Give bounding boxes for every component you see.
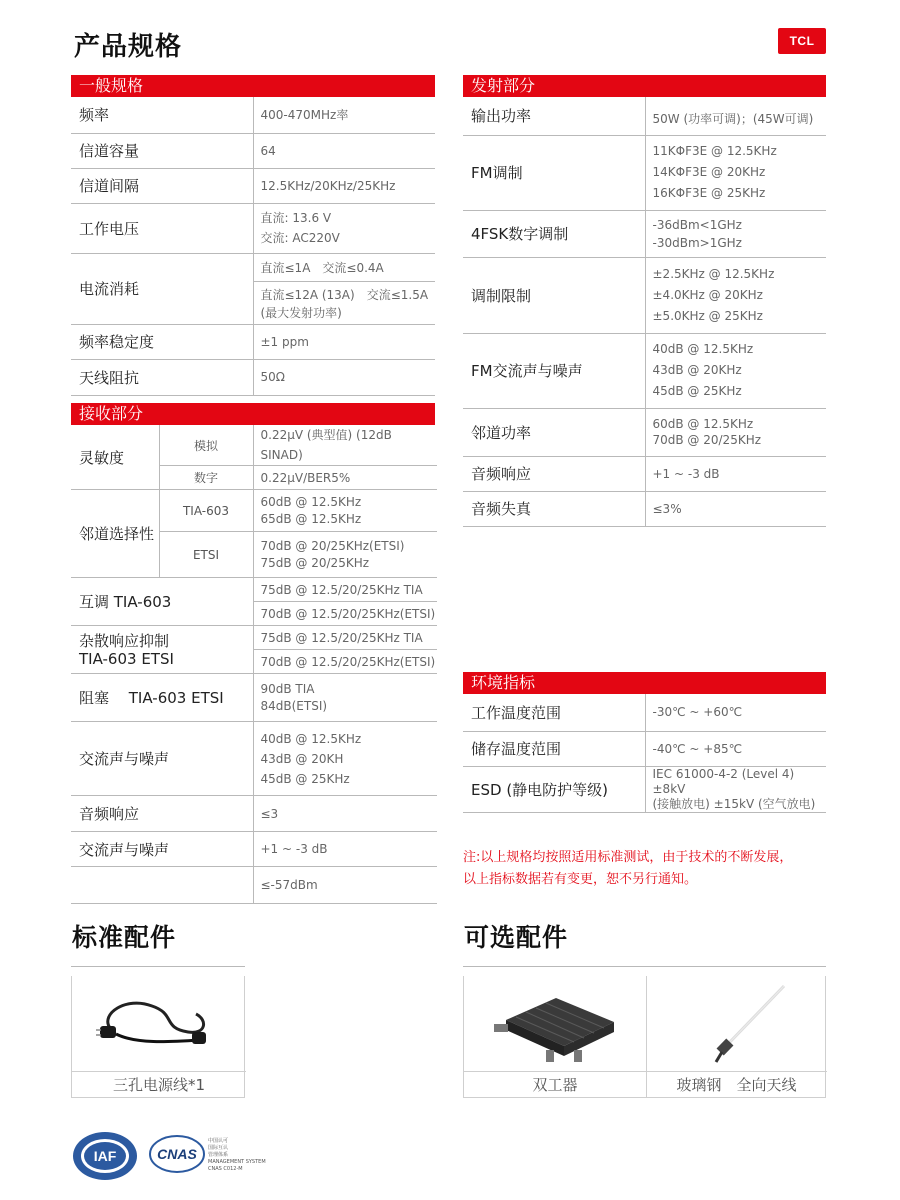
table-row [71,203,435,253]
accessory-card [463,976,826,1098]
table-row [463,456,826,491]
spec-label: FM调制 [463,135,645,210]
spec-value [645,257,826,333]
table-row [71,722,437,796]
table-row [71,867,437,904]
table-row [463,210,826,257]
transmit-spec-table [463,97,826,527]
cnas-line: 国际互认 [208,1145,229,1151]
spec-label: 邻道选择性 [71,490,159,578]
table-row [71,425,437,466]
section-header-receive: 接收部分 [71,403,435,425]
spec-label: 信道容量 [71,133,253,168]
tcl-logo: TCL [778,28,826,54]
spec-value [253,253,435,324]
spec-label: 工作温度范围 [463,694,645,731]
spec-label: 交流声与噪声 [71,832,253,867]
receive-spec-table [71,425,437,904]
spec-value [253,203,435,253]
spec-sublabel: TIA-603 [159,490,253,532]
spec-value [253,490,437,532]
duplexer-icon [486,984,626,1066]
spec-value: 50W (功率可调)；(45W可调) [645,97,826,135]
spec-label-line: 杂散响应抑制 [79,631,170,650]
section-header-transmit: 发射部分 [463,75,826,97]
spec-value [253,722,437,796]
table-row [71,324,435,359]
value-line: 14KΦF3E @ 20KHz [652,165,766,179]
spec-value: 70dB @ 12.5/20/25KHz(ETSI) [253,650,437,674]
value-line: 40dB @ 12.5KHz [260,731,362,746]
accessory-caption: 玻璃钢 全向天线 [676,1076,797,1094]
spec-label: 交流声与噪声 [71,722,253,796]
spec-value: ≤3% [645,491,826,526]
spec-value: ≤-57dBm [253,867,437,904]
spec-value: 50Ω [253,359,435,395]
spec-value: +1 ~ -3 dB [253,832,437,867]
value-line: -30dBm>1GHz [652,235,742,250]
spec-value: 75dB @ 12.5/20/25KHz TIA [253,626,437,650]
spec-label: FM交流声与噪声 [463,333,645,408]
accessory-caption: 双工器 [532,1076,578,1094]
spec-sublabel: 模拟 [159,425,253,466]
spec-value [645,333,826,408]
spec-value: 75dB @ 12.5/20/25KHz TIA [253,578,437,602]
spec-value: ±1 ppm [253,324,435,359]
value-line: 45dB @ 25KHz [260,771,350,786]
cnas-line: 中国认可 [208,1138,229,1144]
table-row [463,766,826,812]
value-line: 43dB @ 20KH [260,751,344,766]
table-row [71,578,437,602]
spec-label: ESD (静电防护等级) [463,766,645,812]
value-line: 16KΦF3E @ 25KHz [652,186,766,200]
table-row [463,333,826,408]
value-line: 45dB @ 25KHz [652,384,742,398]
table-row [463,731,826,766]
spec-value [253,674,437,722]
spec-value: 400-470MHz率 [253,97,435,133]
value-line: (最大发射功率) [260,305,342,320]
spec-value: 12.5KHz/20KHz/25KHz [253,168,435,203]
spec-label: 储存温度范围 [463,731,645,766]
spec-value [645,210,826,257]
table-row [71,796,437,832]
value-line: -36dBm<1GHz [652,217,742,232]
spec-value: ≤3 [253,796,437,832]
value-line: 90dB TIA [260,681,315,696]
spec-label-line: TIA-603 ETSI [79,649,174,668]
value-line: 84dB(ETSI) [260,698,328,713]
spec-label: 音频响应 [71,796,253,832]
spec-label: 互调 TIA-603 [71,578,253,626]
table-row [463,97,826,135]
value-line: 直流: 13.6 V [260,211,332,225]
table-row [463,135,826,210]
table-row [71,490,437,532]
divider [71,966,245,967]
spec-label: 天线阻抗 [71,359,253,395]
iaf-logo-text: IAF [93,1148,117,1164]
table-row [463,257,826,333]
power-cord-icon [96,988,216,1052]
disclaimer-note [463,847,843,891]
general-spec-table [71,97,435,396]
spec-value: 0.22μV/BER5% [253,466,437,490]
environment-spec-table [463,694,826,813]
spec-label-empty [71,867,253,904]
spec-label: 邻道功率 [463,408,645,456]
value-line: (接触放电) ±15kV (空气放电) [652,796,816,811]
cnas-caption [208,1138,266,1173]
spec-value [645,135,826,210]
table-row [71,832,437,867]
value-line: 60dB @ 12.5KHz [260,494,362,509]
table-row [71,133,435,168]
iaf-logo [70,1130,140,1182]
value-line: 直流≤1A 交流≤0.4A [254,256,436,282]
value-line: IEC 61000-4-2 (Level 4) ±8kV [652,766,795,796]
spec-label: 信道间隔 [71,168,253,203]
standard-accessories-title: 标准配件 [72,923,177,952]
cnas-logo-text: CNAS [157,1146,197,1162]
spec-label: 频率稳定度 [71,324,253,359]
table-row [463,694,826,731]
value-line: ±4.0KHz @ 20KHz [652,287,763,302]
note-line: 注:以上规格均按照适用标准测试，由于技术的不断发展， [463,850,793,865]
accessory-card [71,976,245,1098]
spec-value [253,532,437,578]
spec-value: 0.22μV (典型值) (12dB SINAD) [253,425,437,466]
value-line: 60dB @ 12.5KHz [652,417,754,431]
value-line: 65dB @ 12.5KHz [260,511,362,526]
optional-accessories-title: 可选配件 [464,923,569,952]
value-line: 直流≤12A (13A) 交流≤1.5A [260,287,429,302]
table-row [71,626,437,650]
table-row [71,359,435,395]
spec-label: 输出功率 [463,97,645,135]
divider [72,1071,246,1072]
table-row [463,491,826,526]
spec-value: -40℃ ~ +85℃ [645,731,826,766]
table-row [71,674,437,722]
table-row [463,408,826,456]
spec-label: 调制限制 [463,257,645,333]
spec-label: 电流消耗 [71,253,253,324]
divider [464,1071,827,1072]
spec-label [71,626,253,674]
value-line: ±2.5KHz @ 12.5KHz [652,266,775,281]
spec-value: 70dB @ 12.5/20/25KHz(ETSI) [253,602,437,626]
cnas-line: MANAGEMENT SYSTEM [208,1159,266,1165]
spec-label: 灵敏度 [71,425,159,490]
table-row [71,97,435,133]
spec-sublabel: ETSI [159,532,253,578]
page-title: 产品规格 [74,32,183,62]
value-line: 70dB @ 20/25KHz [652,433,762,447]
spec-value: -30℃ ~ +60℃ [645,694,826,731]
value-line: 75dB @ 20/25KHz [260,555,370,570]
spec-label: 4FSK数字调制 [463,210,645,257]
value-line: 43dB @ 20KHz [652,363,742,377]
value-line: 交流: AC220V [260,231,340,245]
note-line: 以上指标数据若有变更，恕不另行通知。 [463,872,698,887]
spec-value [645,408,826,456]
spec-label: 阻塞 TIA-603 ETSI [71,674,253,722]
cnas-logo [148,1134,206,1174]
spec-value: +1 ~ -3 dB [645,456,826,491]
value-line: 70dB @ 20/25KHz(ETSI) [260,538,405,553]
spec-label: 音频失真 [463,491,645,526]
spec-sublabel: 数字 [159,466,253,490]
spec-label: 频率 [71,97,253,133]
table-row [71,253,435,324]
spec-label: 音频响应 [463,456,645,491]
value-line: ±5.0KHz @ 25KHz [652,308,763,323]
antenna-icon [704,982,794,1068]
divider [463,966,826,967]
table-row [71,168,435,203]
spec-label: 工作电压 [71,203,253,253]
spec-value: 64 [253,133,435,168]
spec-value [645,766,826,812]
section-header-general: 一般规格 [71,75,435,97]
accessory-caption: 三孔电源线*1 [112,1076,206,1094]
section-header-environment: 环境指标 [463,672,826,694]
cnas-line: CNAS C012-M [208,1166,243,1172]
cnas-line: 管理体系 [208,1152,229,1158]
value-line: 11KΦF3E @ 12.5KHz [652,144,777,158]
value-line: 40dB @ 12.5KHz [652,342,754,356]
